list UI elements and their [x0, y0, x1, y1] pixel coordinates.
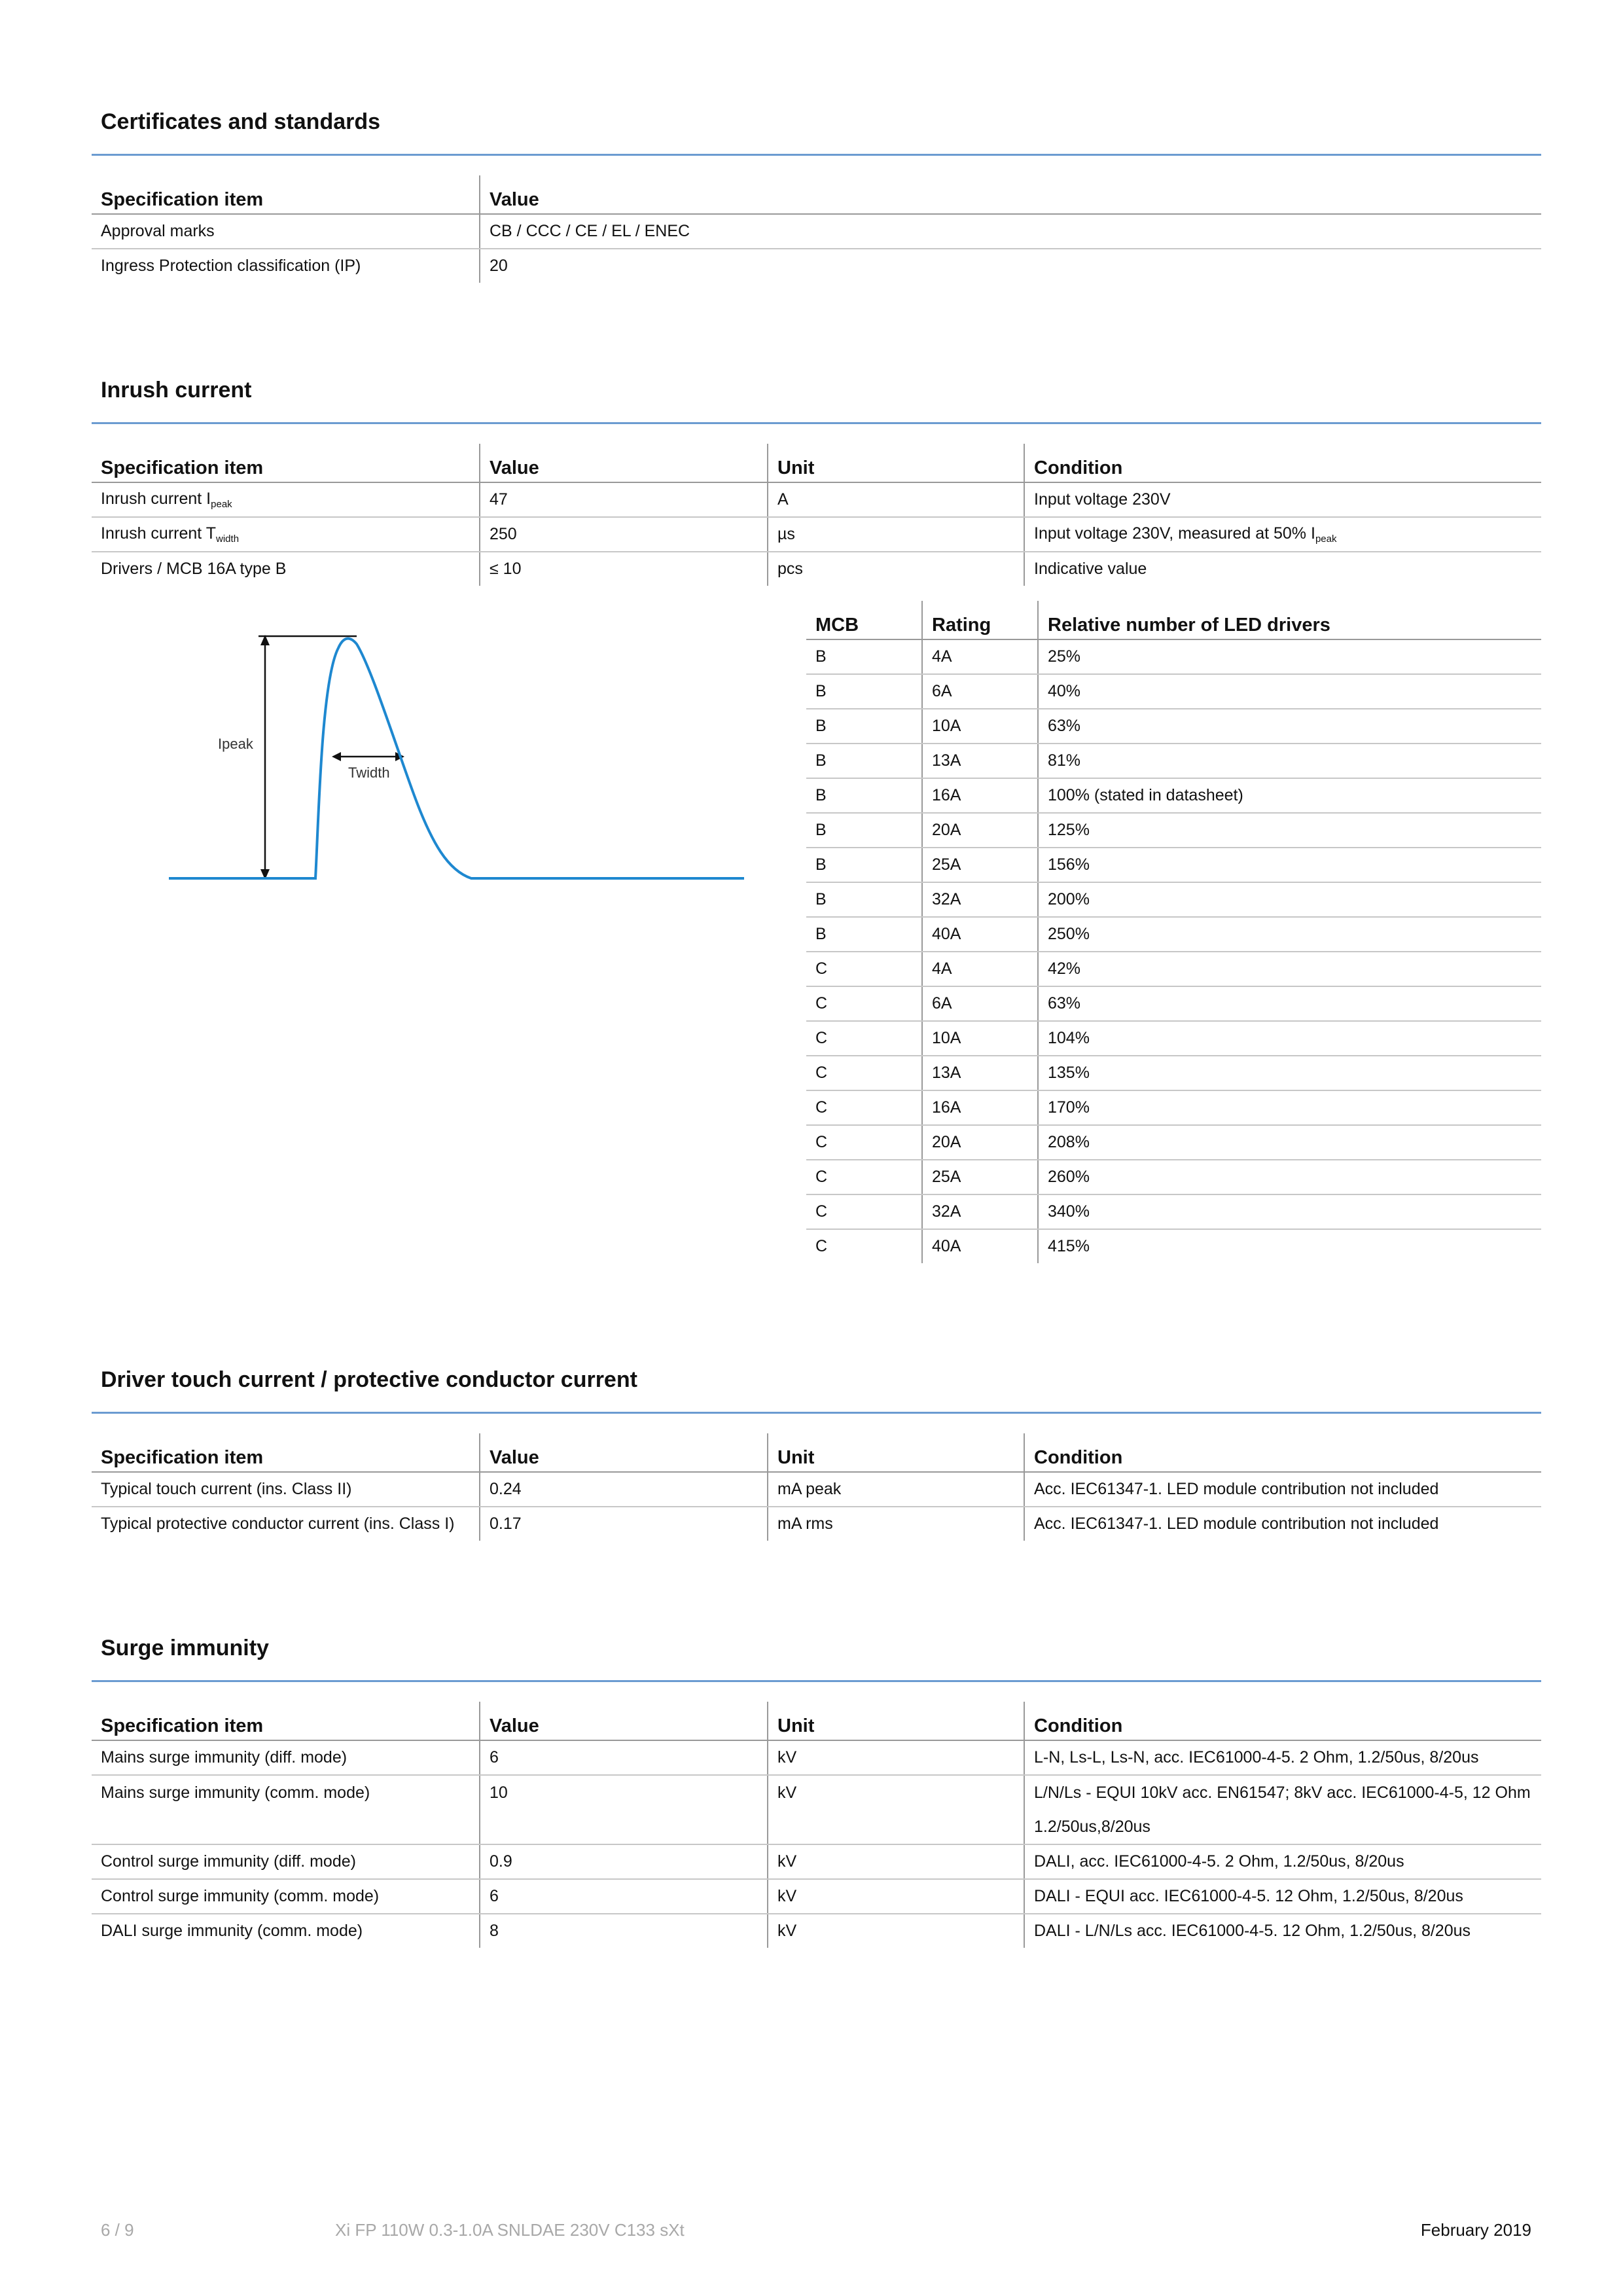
- table-row: [806, 848, 1541, 882]
- mcb-rating: 10A: [922, 709, 1038, 744]
- mcb-type: B: [806, 882, 922, 917]
- spec-item: Control surge immunity (comm. mode): [92, 1879, 480, 1914]
- spec-value: 0.24: [480, 1472, 768, 1507]
- mcb-type: B: [806, 778, 922, 813]
- column-header: Value: [480, 444, 768, 482]
- mcb-relative-drivers: 135%: [1038, 1056, 1541, 1090]
- table-header-row: [806, 601, 1541, 639]
- spec-condition: Acc. IEC61347-1. LED module contribution not included: [1024, 1472, 1541, 1507]
- surge-table: [92, 1702, 1541, 1948]
- mcb-type: C: [806, 1125, 922, 1160]
- mcb-table: [806, 601, 1541, 1263]
- spec-condition: L-N, Ls-L, Ls-N, acc. IEC61000-4-5. 2 Ohm, 1.2/50us, 8/20us: [1024, 1740, 1541, 1775]
- spec-unit: kV: [768, 1879, 1024, 1914]
- table-row: [92, 482, 1541, 517]
- table-row: [806, 1021, 1541, 1056]
- table-row: [92, 1740, 1541, 1775]
- mcb-relative-drivers: 125%: [1038, 813, 1541, 848]
- table-row: [92, 1775, 1541, 1844]
- column-header: Rating: [922, 601, 1038, 639]
- table-row: [92, 1914, 1541, 1948]
- section-divider: [92, 1412, 1541, 1414]
- table-row: [806, 709, 1541, 744]
- mcb-relative-drivers: 260%: [1038, 1160, 1541, 1194]
- table-row: [806, 639, 1541, 674]
- spec-item: Mains surge immunity (diff. mode): [92, 1740, 480, 1775]
- spec-item: Ingress Protection classification (IP): [101, 257, 361, 275]
- mcb-relative-drivers: 81%: [1038, 744, 1541, 778]
- mcb-type: B: [806, 639, 922, 674]
- spec-condition: Acc. IEC61347-1. LED module contribution not included: [1024, 1507, 1541, 1541]
- spec-unit: kV: [768, 1844, 1024, 1879]
- mcb-rating: 6A: [922, 674, 1038, 709]
- mcb-rating: 13A: [922, 1056, 1038, 1090]
- table-row: [806, 813, 1541, 848]
- spec-condition: L/N/Ls - EQUI 10kV acc. EN61547; 8kV acc. IEC61000-4-5, 12 Ohm 1.2/50us,8/20us: [1024, 1775, 1541, 1844]
- column-header: Condition: [1024, 444, 1541, 482]
- spec-value: 250: [480, 517, 768, 552]
- mcb-relative-drivers: 42%: [1038, 952, 1541, 986]
- mcb-relative-drivers: 170%: [1038, 1090, 1541, 1125]
- mcb-rating: 4A: [922, 952, 1038, 986]
- mcb-type: C: [806, 1021, 922, 1056]
- spec-unit: kV: [768, 1740, 1024, 1775]
- mcb-type: C: [806, 1056, 922, 1090]
- touch-current-table: [92, 1433, 1541, 1541]
- spec-condition: Input voltage 230V, measured at 50% $I_{peak}$: [1024, 517, 1541, 552]
- mcb-rating: 4A: [922, 639, 1038, 674]
- mcb-type: B: [806, 813, 922, 848]
- spec-item: Approval marks: [92, 214, 480, 249]
- mcb-type: B: [806, 674, 922, 709]
- certificates-title: Certificates and standards: [101, 109, 381, 134]
- mcb-type: B: [806, 917, 922, 952]
- spec-unit: µs: [768, 517, 1024, 552]
- mcb-type: C: [815, 1237, 828, 1255]
- mcb-rating: 32A: [922, 882, 1038, 917]
- column-header: Unit: [768, 1433, 1024, 1472]
- table-row: [92, 552, 1541, 586]
- ipeak-label: Ipeak: [218, 736, 253, 752]
- mcb-relative-drivers: 25%: [1038, 639, 1541, 674]
- mcb-relative-drivers: 40%: [1038, 674, 1541, 709]
- surge-title: Surge immunity: [101, 1636, 269, 1660]
- spec-value: 6: [480, 1879, 768, 1914]
- table-row: [806, 744, 1541, 778]
- table-header-row: [92, 175, 1541, 214]
- mcb-rating: 16A: [922, 778, 1038, 813]
- spec-value: 0.17: [480, 1507, 768, 1541]
- spec-item: Drivers / MCB 16A type B: [101, 560, 287, 578]
- spec-unit: mA rms: [768, 1507, 1024, 1541]
- mcb-relative-drivers: 100% (stated in datasheet): [1038, 778, 1541, 813]
- mcb-type: B: [806, 709, 922, 744]
- spec-item: DALI surge immunity (comm. mode): [101, 1922, 363, 1940]
- spec-unit: pcs: [768, 552, 1024, 586]
- section-divider: [92, 1680, 1541, 1682]
- inrush-waveform-diagram: [167, 622, 769, 884]
- column-header: Specification item: [92, 1702, 480, 1740]
- table-row: [92, 1844, 1541, 1879]
- mcb-rating: 13A: [922, 744, 1038, 778]
- table-row: [806, 1125, 1541, 1160]
- column-header: Specification item: [92, 175, 480, 214]
- mcb-type: B: [806, 848, 922, 882]
- spec-value: 10: [480, 1775, 768, 1844]
- mcb-relative-drivers: 63%: [1038, 986, 1541, 1021]
- spec-item: Typical protective conductor current (ins. Class I): [101, 1515, 455, 1533]
- spec-item: Mains surge immunity (comm. mode): [92, 1775, 480, 1844]
- table-row: [806, 1056, 1541, 1090]
- mcb-type: C: [806, 952, 922, 986]
- spec-value: CB / CCC / CE / EL / ENEC: [480, 214, 1541, 249]
- column-header: Condition: [1024, 1702, 1541, 1740]
- table-row: [92, 1472, 1541, 1507]
- mcb-relative-drivers: 156%: [1038, 848, 1541, 882]
- mcb-rating: 6A: [922, 986, 1038, 1021]
- mcb-relative-drivers: 250%: [1038, 917, 1541, 952]
- mcb-relative-drivers: 340%: [1038, 1194, 1541, 1229]
- table-row: [92, 214, 1541, 249]
- inrush-section: [92, 375, 1541, 586]
- mcb-rating: 20A: [922, 813, 1038, 848]
- spec-value: 20: [480, 249, 1541, 283]
- spec-unit: mA peak: [768, 1472, 1024, 1507]
- inrush-curve: [169, 639, 744, 878]
- table-header-row: [92, 1702, 1541, 1740]
- product-name: Xi FP 110W 0.3-1.0A SNLDAE 230V C133 sXt: [335, 2220, 685, 2240]
- column-header: Specification item: [92, 1433, 480, 1472]
- mcb-type: C: [806, 1090, 922, 1125]
- mcb-type: B: [806, 744, 922, 778]
- spec-item: Control surge immunity (diff. mode): [92, 1844, 480, 1879]
- spec-condition: Indicative value: [1024, 552, 1541, 586]
- mcb-rating: 40A: [922, 1229, 1038, 1263]
- table-row: [806, 882, 1541, 917]
- column-header: Condition: [1024, 1433, 1541, 1472]
- mcb-rating: 40A: [922, 917, 1038, 952]
- column-header: MCB: [806, 601, 922, 639]
- spec-value: 6: [480, 1740, 768, 1775]
- mcb-rating: 32A: [922, 1194, 1038, 1229]
- twidth-label: Twidth: [348, 764, 390, 781]
- mcb-type: C: [806, 1194, 922, 1229]
- inrush-table: [92, 444, 1541, 586]
- spec-unit: kV: [768, 1914, 1024, 1948]
- table-header-row: [92, 1433, 1541, 1472]
- mcb-type: C: [806, 1160, 922, 1194]
- document-date: February 2019: [1420, 2220, 1531, 2240]
- spec-unit: A: [768, 482, 1024, 517]
- table-row: [806, 1229, 1541, 1263]
- section-divider: [92, 422, 1541, 424]
- table-row: [806, 674, 1541, 709]
- arrow-head-left: [332, 752, 341, 761]
- spec-condition: DALI, acc. IEC61000-4-5. 2 Ohm, 1.2/50us, 8/20us: [1024, 1844, 1541, 1879]
- mcb-type: C: [806, 986, 922, 1021]
- spec-value: 8: [480, 1914, 768, 1948]
- mcb-relative-drivers: 63%: [1038, 709, 1541, 744]
- spec-item: Typical touch current (ins. Class II): [92, 1472, 480, 1507]
- table-row: [806, 917, 1541, 952]
- mcb-rating: 10A: [922, 1021, 1038, 1056]
- column-header: Specification item: [92, 444, 480, 482]
- spec-item: Inrush current $I_{peak}$: [92, 482, 480, 517]
- spec-item: Inrush current $T_{width}$: [92, 517, 480, 552]
- spec-unit: kV: [768, 1775, 1024, 1844]
- mcb-relative-drivers: 415%: [1038, 1229, 1541, 1263]
- column-header: Unit: [768, 444, 1024, 482]
- mcb-rating: 16A: [922, 1090, 1038, 1125]
- column-header: Value: [480, 1702, 768, 1740]
- column-header: Value: [480, 175, 1541, 214]
- table-row: [92, 1879, 1541, 1914]
- inrush-title: Inrush current: [101, 378, 252, 403]
- table-row: [806, 1090, 1541, 1125]
- page-number: 6 / 9: [101, 2220, 134, 2240]
- column-header: Value: [480, 1433, 768, 1472]
- spec-condition: Input voltage 230V: [1024, 482, 1541, 517]
- table-row: [92, 249, 1541, 283]
- column-header: Unit: [768, 1702, 1024, 1740]
- certificates-table: [92, 175, 1541, 283]
- certificates-section: [92, 107, 1541, 283]
- table-header-row: [92, 444, 1541, 482]
- mcb-relative-drivers: 208%: [1038, 1125, 1541, 1160]
- spec-value: ≤ 10: [480, 552, 768, 586]
- touch-current-title: Driver touch current / protective conductor current: [101, 1367, 637, 1392]
- touch-current-section: [92, 1365, 1541, 1541]
- table-row: [806, 778, 1541, 813]
- mcb-relative-drivers: 200%: [1038, 882, 1541, 917]
- table-row: [92, 517, 1541, 552]
- surge-section: [92, 1633, 1541, 1948]
- table-row: [806, 1194, 1541, 1229]
- mcb-rating: 20A: [922, 1125, 1038, 1160]
- spec-value: 0.9: [480, 1844, 768, 1879]
- table-row: [92, 1507, 1541, 1541]
- table-row: [806, 952, 1541, 986]
- mcb-rating: 25A: [922, 848, 1038, 882]
- spec-condition: DALI - EQUI acc. IEC61000-4-5. 12 Ohm, 1.2/50us, 8/20us: [1024, 1879, 1541, 1914]
- section-divider: [92, 154, 1541, 156]
- column-header: Relative number of LED drivers: [1038, 601, 1541, 639]
- mcb-rating: 25A: [922, 1160, 1038, 1194]
- spec-value: 47: [480, 482, 768, 517]
- mcb-relative-drivers: 104%: [1038, 1021, 1541, 1056]
- spec-condition: DALI - L/N/Ls acc. IEC61000-4-5. 12 Ohm, 1.2/50us, 8/20us: [1024, 1914, 1541, 1948]
- table-row: [806, 1160, 1541, 1194]
- table-row: [806, 986, 1541, 1021]
